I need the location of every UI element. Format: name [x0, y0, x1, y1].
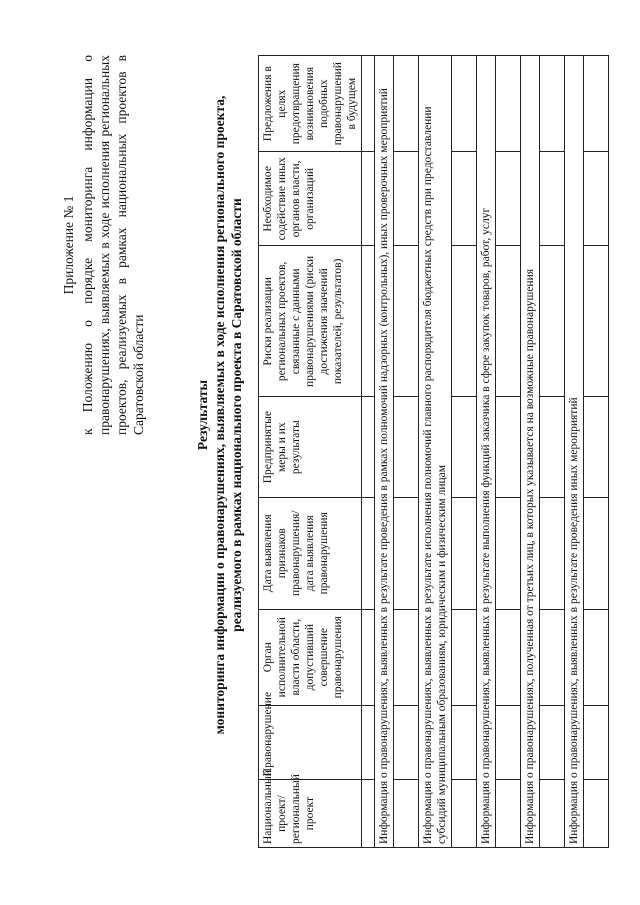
table-cell — [496, 397, 521, 498]
table-cell — [362, 397, 375, 498]
table-empty-row — [584, 56, 609, 848]
table-cell — [584, 56, 609, 152]
monitoring-table — [258, 55, 609, 848]
table-cell — [540, 397, 565, 498]
table-cell — [394, 246, 419, 397]
table-cell — [540, 609, 565, 705]
section-cell-1: Информация о правонарушениях, выявленных в результате проведения в рамках полномочий надзорных (контрольных), иных проверочных мероприятий — [375, 56, 394, 848]
table-cell — [452, 705, 477, 779]
table-cell — [362, 152, 375, 246]
table-cell — [584, 609, 609, 705]
table-cell — [394, 152, 419, 246]
table-cell — [496, 609, 521, 705]
table-cell — [496, 246, 521, 397]
table-cell — [362, 609, 375, 705]
table-cell — [394, 609, 419, 705]
table-cell — [362, 705, 375, 779]
table-cell — [540, 705, 565, 779]
table-cell — [584, 780, 609, 848]
table-section-row — [419, 56, 452, 848]
document-heading — [194, 55, 245, 775]
table-cell — [584, 397, 609, 498]
heading-line-3: реализуемого в рамках национального проекта в Саратовской области — [229, 198, 244, 632]
appendix-title: Приложение № 1 — [61, 195, 76, 295]
table-cell — [452, 56, 477, 152]
table-cell — [394, 56, 419, 152]
table-cell — [362, 497, 375, 609]
table-cell — [540, 246, 565, 397]
header-cell-date: Дата выявления признаков правонарушения/ дата выявления правонарушения — [259, 497, 362, 609]
table-empty-row — [362, 56, 375, 848]
table-cell — [584, 152, 609, 246]
table-cell — [540, 56, 565, 152]
heading-line-1: Результаты — [195, 379, 210, 451]
section-cell-5: Информация о правонарушениях, выявленных в результате проведения иных мероприятий — [565, 56, 584, 848]
table-cell — [452, 497, 477, 609]
table-cell — [496, 497, 521, 609]
header-cell-violation: Правонарушение — [259, 705, 362, 779]
table-cell — [362, 246, 375, 397]
table-cell — [584, 246, 609, 397]
heading-line-2: мониторинга информации о правонарушениях, выявляемых в ходе исполнения регионального проекта, — [212, 95, 227, 735]
table-cell — [452, 152, 477, 246]
table-cell — [394, 780, 419, 848]
header-cell-proposals: Предложения в целях предотвращения возникновения подобных правонарушений в будущем — [259, 56, 362, 152]
table-empty-row — [496, 56, 521, 848]
table-cell — [452, 780, 477, 848]
table-cell — [394, 497, 419, 609]
table-cell — [540, 780, 565, 848]
header-cell-assistance: Необходимое содействие иных органов власти, организаций — [259, 152, 362, 246]
section-cell-3: Информация о правонарушениях, выявленных в результате выполнения функций заказчика в сфере закупок товаров, работ, услуг — [477, 56, 496, 848]
table-cell — [394, 705, 419, 779]
table-cell — [394, 397, 419, 498]
table-empty-row — [452, 56, 477, 848]
table-cell — [540, 152, 565, 246]
table-section-row — [521, 56, 540, 848]
table-cell — [584, 497, 609, 609]
table-section-row — [375, 56, 394, 848]
header-cell-project: Национальный проект/ региональный проект — [259, 780, 362, 848]
header-cell-risks: Риски реализации региональных проектов, связанные с данными правонарушениями (риски достижения значений показателей, результатов) — [259, 246, 362, 397]
section-cell-4: Информация о правонарушениях, полученная от третьих лиц, в которых указывается на возможные правонарушения — [521, 56, 540, 848]
header-cell-measures: Предпринятые меры и их результаты — [259, 397, 362, 498]
appendix-block — [60, 55, 147, 435]
table-cell — [452, 397, 477, 498]
table-cell — [362, 780, 375, 848]
table-cell — [496, 780, 521, 848]
table-cell — [452, 609, 477, 705]
table-cell — [452, 246, 477, 397]
table-cell — [362, 56, 375, 152]
table-empty-row — [540, 56, 565, 848]
table-cell — [496, 152, 521, 246]
table-section-row — [565, 56, 584, 848]
header-cell-authority: Орган исполнительной власти области, допустивший совершение правонарушения — [259, 609, 362, 705]
table-cell — [496, 705, 521, 779]
section-cell-2: Информация о правонарушениях, выявленных в результате исполнения полномочий главного распорядителя бюджетных средств при предоставлении субсидий муниципальным образованиям, юридическим и физическим лицам — [419, 56, 452, 848]
table-empty-row — [394, 56, 419, 848]
table-cell — [540, 497, 565, 609]
appendix-body: к Положению о порядке мониторинга информации о правонарушениях, выявляемых в ходе исполнения региональных проектов, реализуемых в рамках национальных проектов в Саратовской области — [80, 55, 146, 435]
table-cell — [496, 56, 521, 152]
table-header-row — [259, 56, 362, 848]
table-section-row — [477, 56, 496, 848]
table-cell — [584, 705, 609, 779]
